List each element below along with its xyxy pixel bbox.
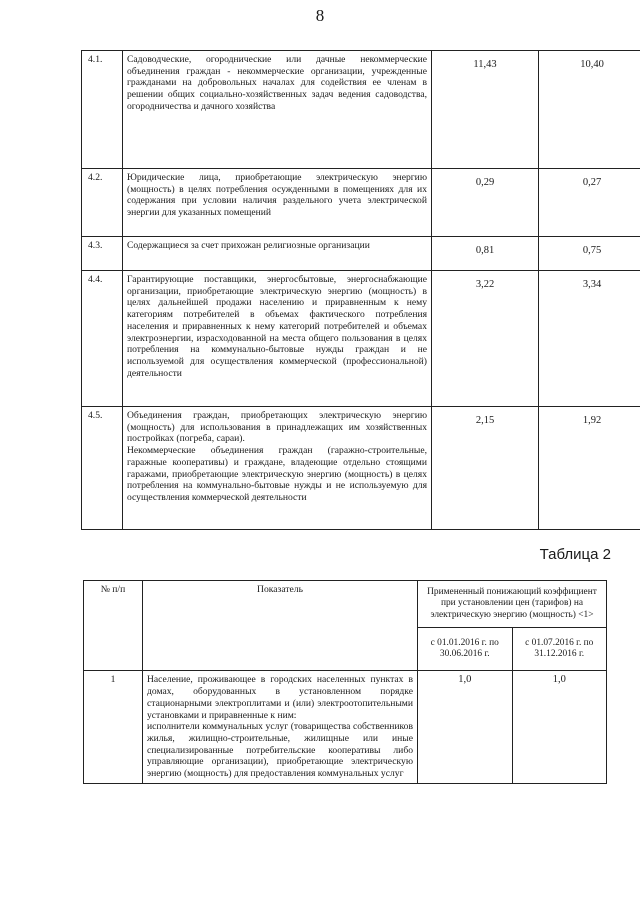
row-description: Садоводческие, огороднические или дачные некоммерческие объединения граждан - некоммерческие организации, учрежденные гражданами на добровольных началах для содействия ее членам в решении общих социально-хозяйственных задач ведения садоводства, огородничества и дачного хозяйства [123,51,432,169]
page-number: 8 [315,6,325,25]
reduction-coefficient-table [83,580,607,784]
row-value-2: 3,34 [539,271,640,407]
row-value-1: 2,15 [432,407,539,530]
row-description: Юридические лица, приобретающие электрическую энергию (мощность) в целях потребления осужденными в помещениях для их содержания при условии наличия раздельного учета электрической энергии для указанных помещений [123,169,432,237]
row-description: Гарантирующие поставщики, энергосбытовые, энергоснабжающие организации, приобретающие электрическую энергию (мощность) в целях дальнейшей продажи населению и приравненным к нему категориям потребителей в объемах фактического потребления населения и приравненных к нему категорий потребителей и объемах электроэнергии, израсходованной на места общего пользования в целях потребления на коммунально-бытовые нужды граждан и не используемой для осуществления коммерческой (профессиональной) деятельности [123,271,432,407]
header-indicator: Показатель [143,581,418,671]
row-description [143,671,418,783]
header-number: № п/п [84,581,143,671]
row-description-part-1: Население, проживающее в городских населенных пунктах в домах, оборудованных в установленном порядке стационарными электроплитами и (или) электроотопительными установками и приравненные к ним: [147,674,413,721]
row-value-2: 1,0 [512,671,607,783]
table-row [82,237,640,271]
table-row [84,671,607,783]
row-description-part-1: Объединения граждан, приобретающих электрическую энергию (мощность) для использования в принадлежащих им хозяйственных постройках (погреба, сараи). [127,410,427,445]
header-coefficient: Примененный понижающий коэффициент при установлении цен (тарифов) на электрическую энергию (мощность) <1> [418,581,607,628]
row-value-1: 0,81 [432,237,539,271]
row-number: 4.4. [82,271,123,407]
table-caption: Таблица 2 [539,546,611,563]
row-value-1: 11,43 [432,51,539,169]
row-number: 4.1. [82,51,123,169]
row-description-part-2: исполнители коммунальных услуг (товарищества собственников жилья, жилищно-строительные, жилищные или иные специализированные потребительские кооперативы либо управляющие организации), приобретающие электрическую энергию (мощность) для предоставления коммунальных услуг [147,721,413,780]
row-description: Содержащиеся за счет прихожан религиозные организации [123,237,432,271]
header-period-1: с 01.01.2016 г. по 30.06.2016 г. [418,628,513,671]
table-row [82,169,640,237]
tariff-coefficients-table [81,50,640,530]
row-value-1: 0,29 [432,169,539,237]
row-value-2: 0,75 [539,237,640,271]
row-value-1: 3,22 [432,271,539,407]
row-value-2: 1,92 [539,407,640,530]
row-number: 1 [84,671,143,783]
table-row [82,407,640,530]
row-value-2: 0,27 [539,169,640,237]
table-row [82,51,640,169]
row-value-1: 1,0 [418,671,513,783]
row-value-2: 10,40 [539,51,640,169]
row-number: 4.3. [82,237,123,271]
row-number: 4.5. [82,407,123,530]
row-description-part-2: Некоммерческие объединения граждан (гаражно-строительные, гаражные кооперативы) и граждане, владеющие отдельно стоящими гаражами, приобретающие электрическую энергию (мощность) в целях потребления на коммунально-бытовые нужды и не используемую для осуществления коммерческой деятельности [127,445,427,503]
table-row [82,271,640,407]
header-period-2: с 01.07.2016 г. по 31.12.2016 г. [512,628,607,671]
table-header-row [84,581,607,628]
row-description [123,407,432,530]
row-number: 4.2. [82,169,123,237]
